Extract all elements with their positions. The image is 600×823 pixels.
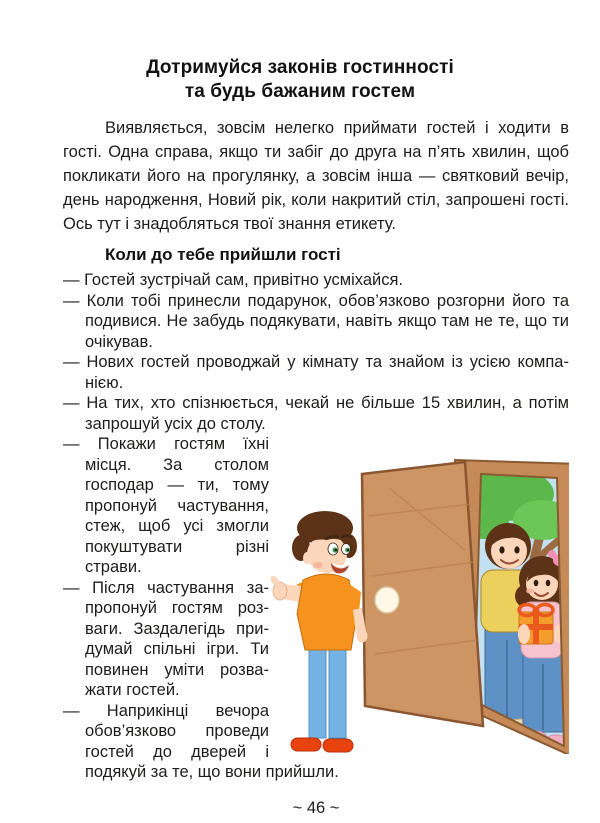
rule-item: — Покажи гостям їхні місця. За столом господар — ти, тому пропонуй частування, стеж, щоб усі змогли покуштувати різні страви. xyxy=(63,435,269,576)
rule-item: — Гостей зустрічай сам, привітно усміхайся. xyxy=(63,271,404,289)
section-heading: Коли до тебе прийшли гості xyxy=(105,245,341,264)
intro-paragraph: Виявляється, зовсім нелегко приймати гостей і ходити в гості. Одна справа, якщо ти забіг до друга на п’ять хвилин, щоб покликати його на прогулянку, а зовсім інша — святковий вечір, день народження, Новий рік, коли накритий стіл, запрошені гості. Ось тут і знадобляться твої знання етикету. xyxy=(63,119,569,233)
rule-item: — Коли тобі принесли подарунок, обов’язково розгорни його та подивися. Не забудь подякувати, навіть якщо там не те, що ти очікував. xyxy=(63,291,569,351)
page-title-line1: Дотримуйся законів гостинності xyxy=(146,57,454,78)
page-content xyxy=(63,116,569,818)
open-door xyxy=(362,462,483,726)
illustration-boy-welcoming-guests xyxy=(269,454,569,754)
page-title xyxy=(0,56,600,104)
rules-list xyxy=(63,270,569,783)
page-number: ~ 46 ~ xyxy=(292,798,340,817)
host-boy xyxy=(269,511,368,752)
doorknob xyxy=(375,587,399,613)
rule-item: — На тих, хто спізнюється, чекай не більше 15 хвилин, а потім запрошуй усіх до столу. xyxy=(63,394,569,433)
rule-item: — Нових гостей проводжай у кімнату та знайом із усією компанією. xyxy=(63,353,569,392)
figure-spacer xyxy=(568,434,569,454)
rule-item: — Наприкінці вечора обов’язково проведи гостей до дверей і подякуй за те, що вони прийшли. xyxy=(63,701,339,781)
rule-item: — Після частування запропонуй гостям розваги. Заздалегідь придумай спільні ігри. Ти повинен уміти розважати гостей. xyxy=(63,578,269,699)
welcome-guests-drawing xyxy=(269,454,569,754)
page-title-line2: та будь бажаним гостем xyxy=(184,81,416,102)
